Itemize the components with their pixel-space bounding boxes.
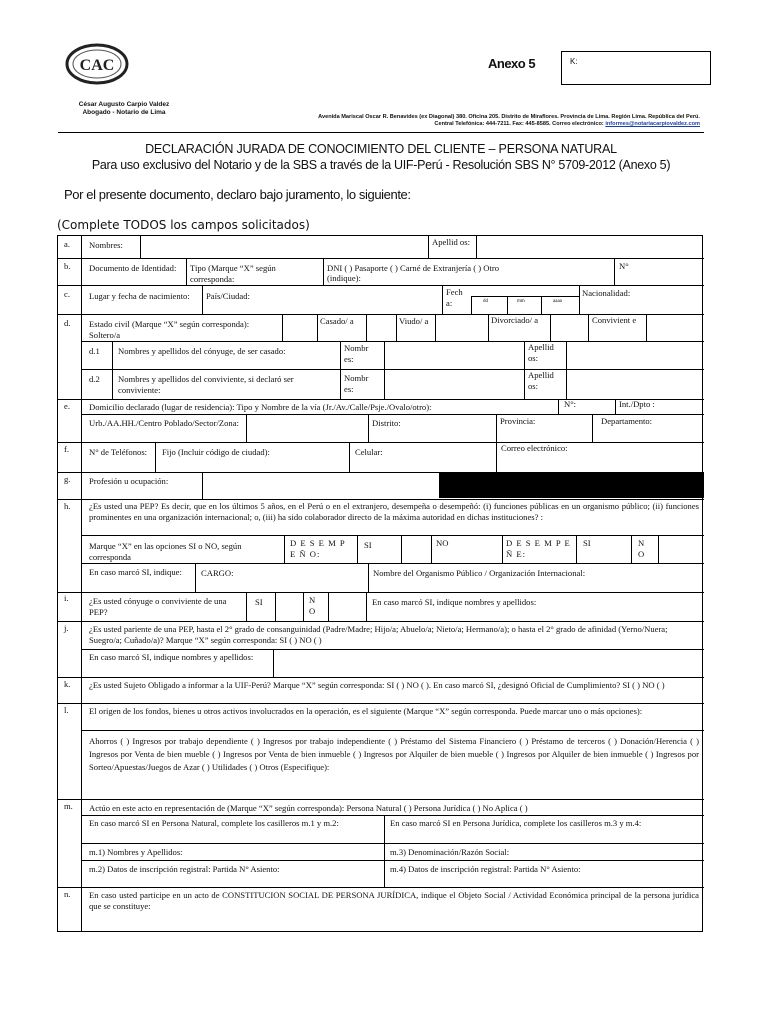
origen-fondos-options[interactable]: Ahorros ( ) Ingresos por trabajo dependiente ( ) Ingresos por trabajo independiente ( ) Préstamo del Sistema Financiero ( ) Préstamo de terceros ( ) Donación/Herencia ( ) Ingresos por Venta de bien mueble ( ) Ingresos por Venta de bien inmueble ( ) Ingresos por Alquiler de bien mueble ( ) Ingresos por Alquiler de bien inmueble ( ) Ingresos por Sorteo/Apuestas/Juegos de Azar ( ) Utilidades ( ) Otros (Especifique): bbox=[89, 736, 699, 772]
svg-text:CAC: CAC bbox=[79, 57, 115, 74]
declaration-text: Por el presente documento, declaro bajo juramento, lo siguiente: bbox=[64, 187, 411, 202]
label-d2: d.2 bbox=[89, 374, 100, 384]
label-d1-text: Nombres y apellidos del cónyuge, de ser casado: bbox=[118, 346, 286, 356]
row-m-letter: m. bbox=[64, 801, 73, 811]
label-distrito: Distrito: bbox=[372, 418, 401, 428]
pep-question: ¿Es usted una PEP? Es decir, que en los últimos 5 años, en el Perú o en el extranjero, desempeña o desempeñó: (i) funciones públicas en un organismo público; (ii) funciones prominentes en una organización internacional; o, (iii) ha sido colaborador directo de la máxima autoridad en dichas instituciones? : bbox=[89, 501, 699, 522]
label-pep-no-2: N O bbox=[638, 538, 645, 559]
row-e-letter: e. bbox=[64, 401, 70, 411]
sujeto-obligado-question: ¿Es usted Sujeto Obligado a informar a la UIF-Perú? Marque “X” según corresponda: SI ( ) NO ( ). En caso marcó SI, ¿designó Oficial de Cumplimiento? SI ( ) NO ( ) bbox=[89, 680, 665, 690]
address-line2 bbox=[240, 121, 700, 128]
row-b-letter: b. bbox=[64, 261, 71, 271]
row-g-letter: g. bbox=[64, 474, 71, 484]
label-m4: m.4) Datos de inscripción registral: Partida N° Asiento: bbox=[390, 864, 581, 874]
label-telefonos: N° de Teléfonos: bbox=[89, 447, 148, 457]
label-numero-dom: N°: bbox=[564, 399, 577, 409]
row-c-letter: c. bbox=[64, 289, 70, 299]
notary-address bbox=[240, 114, 700, 128]
notary-name: César Augusto Carpio Valdez bbox=[78, 101, 170, 108]
label-desempeno: D E S E M P E Ñ O: bbox=[290, 538, 346, 559]
email-link[interactable]: informes@notariacarpiovaldez.com bbox=[605, 121, 700, 127]
label-provincia: Provincia: bbox=[500, 416, 536, 426]
representacion-question[interactable]: Actúo en este acto en representación de (Marque “X” según corresponda): Persona Natural ( ) Persona Jurídica ( ) No Aplica ( ) bbox=[89, 803, 528, 813]
label-dd: dd bbox=[483, 299, 488, 304]
address-line1: Avenida Mariscal Oscar R. Benavides (ex Diagonal) 380. Oficina 205. Distrito de Miraflores. Provincia de Lima. Región Lima. República del Perú. bbox=[318, 114, 700, 120]
label-pep-si-2: SI bbox=[583, 538, 591, 548]
label-d2-text: Nombres y apellidos del conviviente, si declaró ser conviviente: bbox=[118, 374, 294, 395]
label-casado: Casado/ a bbox=[320, 316, 354, 326]
label-caso-pep: En caso marcó SI, indique: bbox=[89, 567, 182, 577]
label-persona-juridica: En caso marcó SI en Persona Jurídica, complete los casilleros m.3 y m.4: bbox=[390, 818, 642, 828]
document-subtitle: Para uso exclusivo del Notario y de la SBS a través de la UIF-Perú - Resolución SBS N° 5709-2012 (Anexo 5) bbox=[91, 158, 671, 172]
label-conyuge-no: N O bbox=[309, 595, 316, 616]
label-indique: (indique): bbox=[327, 273, 361, 283]
label-urb: Urb./AA.HH./Centro Poblado/Sector/Zona: bbox=[89, 418, 239, 428]
label-d1: d.1 bbox=[89, 346, 100, 356]
label-d1-apellidos: Apellid os: bbox=[528, 342, 554, 363]
label-d1-nombres: Nombr es: bbox=[344, 343, 369, 364]
label-conyuge-caso: En caso marcó SI, indique nombres y apellidos: bbox=[372, 597, 537, 607]
label-documento: Documento de Identidad: bbox=[89, 263, 177, 273]
label-celular: Celular: bbox=[355, 447, 383, 457]
label-mm: mm bbox=[517, 299, 525, 304]
row-f-letter: f. bbox=[64, 444, 70, 454]
row-d-letter: d. bbox=[64, 318, 71, 328]
notary-logo bbox=[64, 42, 132, 86]
k-label: K: bbox=[570, 57, 578, 66]
notary-role: Abogado - Notario de Lima bbox=[82, 109, 166, 116]
row-l-letter: l. bbox=[64, 705, 69, 715]
label-viudo: Viudo/ a bbox=[399, 316, 429, 326]
label-fijo: Fijo (Incluir código de ciudad): bbox=[162, 447, 270, 457]
label-departamento: Departamento: bbox=[601, 416, 653, 426]
label-persona-natural: En caso marcó SI en Persona Natural, complete los casilleros m.1 y m.2: bbox=[89, 818, 339, 828]
label-correo: Correo electrónico: bbox=[501, 443, 568, 453]
label-apellidos: Apellid os: bbox=[432, 237, 470, 247]
label-organismo: Nombre del Organismo Público / Organización Internacional: bbox=[373, 568, 586, 578]
label-fecha: Fech a: bbox=[446, 287, 463, 308]
label-numero-doc: N° bbox=[619, 261, 629, 271]
row-n-letter: n. bbox=[64, 889, 71, 899]
label-marque-si-no: Marque “X” en las opciones SI o NO, según corresponda bbox=[89, 541, 242, 562]
label-nacionalidad: Nacionalidad: bbox=[582, 288, 631, 298]
label-estado-civil: Estado civil (Marque “X” según corresponda): Soltero/a bbox=[89, 319, 250, 340]
label-divorciado: Divorciado/ a bbox=[491, 315, 539, 325]
input-nombres[interactable] bbox=[141, 237, 427, 257]
input-apellidos[interactable] bbox=[477, 237, 703, 257]
label-d2-nombres: Nombr es: bbox=[344, 373, 369, 394]
label-pariente-caso: En caso marcó SI, indique nombres y apellidos: bbox=[89, 652, 254, 662]
label-desempene: D E S E M P E Ñ E: bbox=[506, 538, 571, 559]
label-pep-no-1: NO bbox=[436, 538, 449, 548]
label-conyuge-pep: ¿Es usted cónyuge o conviviente de una PEP? bbox=[89, 596, 227, 617]
label-m2: m.2) Datos de inscripción registral: Partida N° Asiento: bbox=[89, 864, 280, 874]
label-pep-si-1: SI bbox=[364, 540, 372, 550]
row-j-letter: j. bbox=[64, 623, 69, 633]
label-m1: m.1) Nombres y Apellidos: bbox=[89, 847, 183, 857]
row-a-letter: a. bbox=[64, 239, 70, 249]
pariente-pep-question: ¿Es usted pariente de una PEP, hasta el 2° grado de consanguinidad (Padre/Madre; Hijo/a; Abuelo/a; Nieto/a; Hermano/a); o hasta el 2° grado de afinidad (Yerno/Nuera; Suegro/a; Cuñado/a)? Marque “X” según corresponda: SI ( ) NO ( ) bbox=[89, 624, 668, 645]
label-m3: m.3) Denominación/Razón Social: bbox=[390, 847, 510, 857]
redacted-block bbox=[439, 473, 704, 498]
label-domicilio: Domicilio declarado (lugar de residencia): Tipo y Nombre de la vía (Jr./Av./Calle/Psje./Ovalo/otro): bbox=[89, 402, 432, 412]
k-box[interactable] bbox=[561, 51, 711, 85]
document-title: DECLARACIÓN JURADA DE CONOCIMIENTO DEL CLIENTE – PERSONA NATURAL bbox=[145, 142, 617, 156]
origen-fondos-question: El origen de los fondos, bienes u otros activos involucrados en la operación, es el siguiente (Marque “X” según corresponda. Puede marcar uno o más opciones): bbox=[89, 706, 643, 716]
label-lugar-fecha: Lugar y fecha de nacimiento: bbox=[89, 291, 190, 301]
label-cargo: CARGO: bbox=[201, 568, 234, 578]
label-pais: País/Ciudad: bbox=[206, 291, 250, 301]
row-i-letter: i. bbox=[64, 593, 69, 603]
notary-block bbox=[64, 101, 184, 117]
label-int-dpto: Int./Dpto : bbox=[619, 399, 655, 409]
annex-label: Anexo 5 bbox=[488, 56, 536, 71]
address-contact: Central Telefónica: 444-7211. Fax: 445-8585. Correo electrónico: bbox=[434, 121, 604, 127]
label-aaaa: aaaa bbox=[553, 299, 562, 304]
label-conviviente: Convivient e bbox=[592, 315, 637, 325]
label-profesion: Profesión u ocupación: bbox=[89, 476, 169, 486]
declaration-form bbox=[57, 235, 703, 932]
label-d2-apellidos: Apellid os: bbox=[528, 370, 554, 391]
instruction-text: (Complete TODOS los campos solicitados) bbox=[57, 218, 310, 232]
constitucion-question: En caso usted participe en un acto de CONSTITUCION SOCIAL DE PERSONA JURÍDICA, indique el Objeto Social / Actividad Económica principal de la persona jurídica que se constituye: bbox=[89, 890, 699, 911]
label-nombres: Nombres: bbox=[89, 240, 123, 250]
label-tipo: Tipo (Marque “X” según corresponda: bbox=[190, 263, 276, 284]
row-h-letter: h. bbox=[64, 501, 71, 511]
doc-type-options[interactable]: DNI ( ) Pasaporte ( ) Carné de Extranjería ( ) Otro bbox=[327, 263, 500, 273]
row-k-letter: k. bbox=[64, 679, 71, 689]
header-divider bbox=[58, 132, 704, 133]
label-conyuge-si: SI bbox=[255, 597, 263, 607]
